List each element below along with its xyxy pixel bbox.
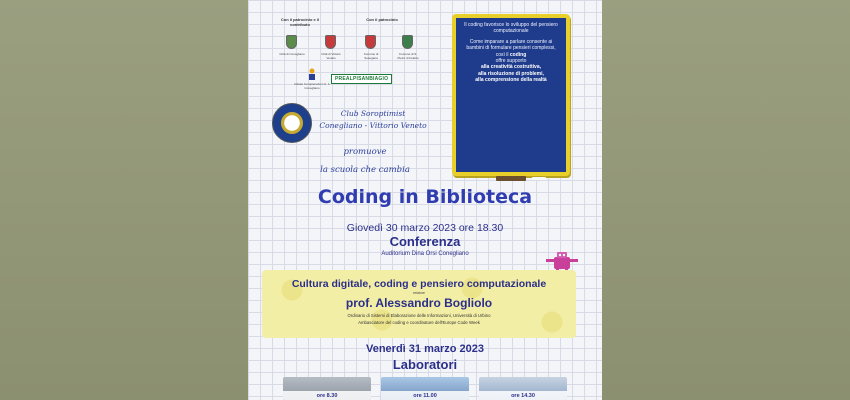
- patronage-heading-contribution: Con il patrocinio e il contributo: [280, 17, 320, 27]
- club-name-line1: Club Soroptimist: [340, 109, 406, 118]
- board-bold-line: alla creatività costruttiva,: [480, 64, 542, 71]
- speaker-desc-line2: Ambasciatore del coding e coordinatore dell'Europe Code Week: [358, 319, 480, 325]
- lab-session-time: ore 8.30: [283, 391, 371, 400]
- school-logo-icon: [307, 68, 317, 80]
- crest-label: Città di Vittorio Veneto: [321, 52, 341, 60]
- board-line: offre supporto: [495, 58, 527, 65]
- promo-line1: promuove: [343, 147, 387, 157]
- crest-label: Comune di Susegana: [363, 52, 379, 60]
- speaker-role: relatore: [413, 291, 425, 295]
- labs-date: Venerdì 31 marzo 2023: [365, 343, 484, 355]
- sponsor-logo: PREALPISANBIAGIO: [331, 74, 392, 84]
- patronage-heading: Con il patrocinio: [366, 17, 398, 22]
- chalkboard-panel: [452, 14, 570, 176]
- school-label: Istituto Comprensivo I.C. 1 Conegliano: [294, 82, 330, 90]
- event-title: Coding in Biblioteca: [317, 186, 533, 208]
- lab-session-photo: [283, 377, 371, 400]
- board-line-text: così il: [495, 51, 509, 58]
- crest-label: Comune di S. Pietro di Feletto: [397, 52, 419, 60]
- speaker-name: prof. Alessandro Bogliolo: [345, 296, 493, 310]
- chalk-icon: [532, 177, 546, 180]
- club-name: [318, 108, 428, 132]
- crest-label: Città di Conegliano: [279, 52, 305, 56]
- lab-session-photo: [479, 377, 567, 400]
- conference-date: Giovedì 30 marzo 2023 ore 18.30: [346, 222, 504, 234]
- board-line: [461, 77, 561, 83]
- eraser-icon: [496, 176, 526, 181]
- lab-session-photo: [381, 377, 469, 400]
- speaker-description: [262, 313, 576, 326]
- town-crest-icon: [365, 35, 376, 49]
- speaker-desc-line1: Ordinario di Sistemi di Elaborazione delle Informazioni, Università di Urbino: [347, 313, 491, 318]
- board-lead: Il coding favorisce lo sviluppo del pensiero computazionale: [464, 22, 558, 35]
- left-backdrop: [0, 0, 248, 400]
- labs-label: Laboratori: [392, 357, 458, 372]
- right-backdrop: [602, 0, 850, 400]
- conference-venue: Auditorium Dina Orsi Conegliano: [381, 251, 469, 257]
- board-bold-line: alla comprensione della realtà: [475, 77, 547, 84]
- lab-session-time: ore 14.30: [479, 391, 567, 400]
- talk-topic: Cultura digitale, coding e pensiero computazionale: [291, 278, 547, 290]
- board-coding-word: coding: [509, 51, 527, 58]
- town-crest-icon: [286, 35, 297, 49]
- lab-session-time: ore 11.00: [381, 391, 469, 400]
- town-crest-icon: [402, 35, 413, 49]
- town-crest-icon: [325, 35, 336, 49]
- soroptimist-logo: [272, 103, 312, 143]
- promo-text: [300, 143, 430, 179]
- board-bold-line: alla risoluzione di problemi,: [478, 70, 544, 77]
- promo-line2: la scuola che cambia: [320, 165, 410, 175]
- board-line: Come imparare a parlare consente ai bambini di formulare pensieri complessi,: [466, 38, 556, 52]
- club-name-line2: Conegliano - Vittorio Veneto: [319, 121, 427, 130]
- conference-label: Conferenza: [389, 234, 461, 249]
